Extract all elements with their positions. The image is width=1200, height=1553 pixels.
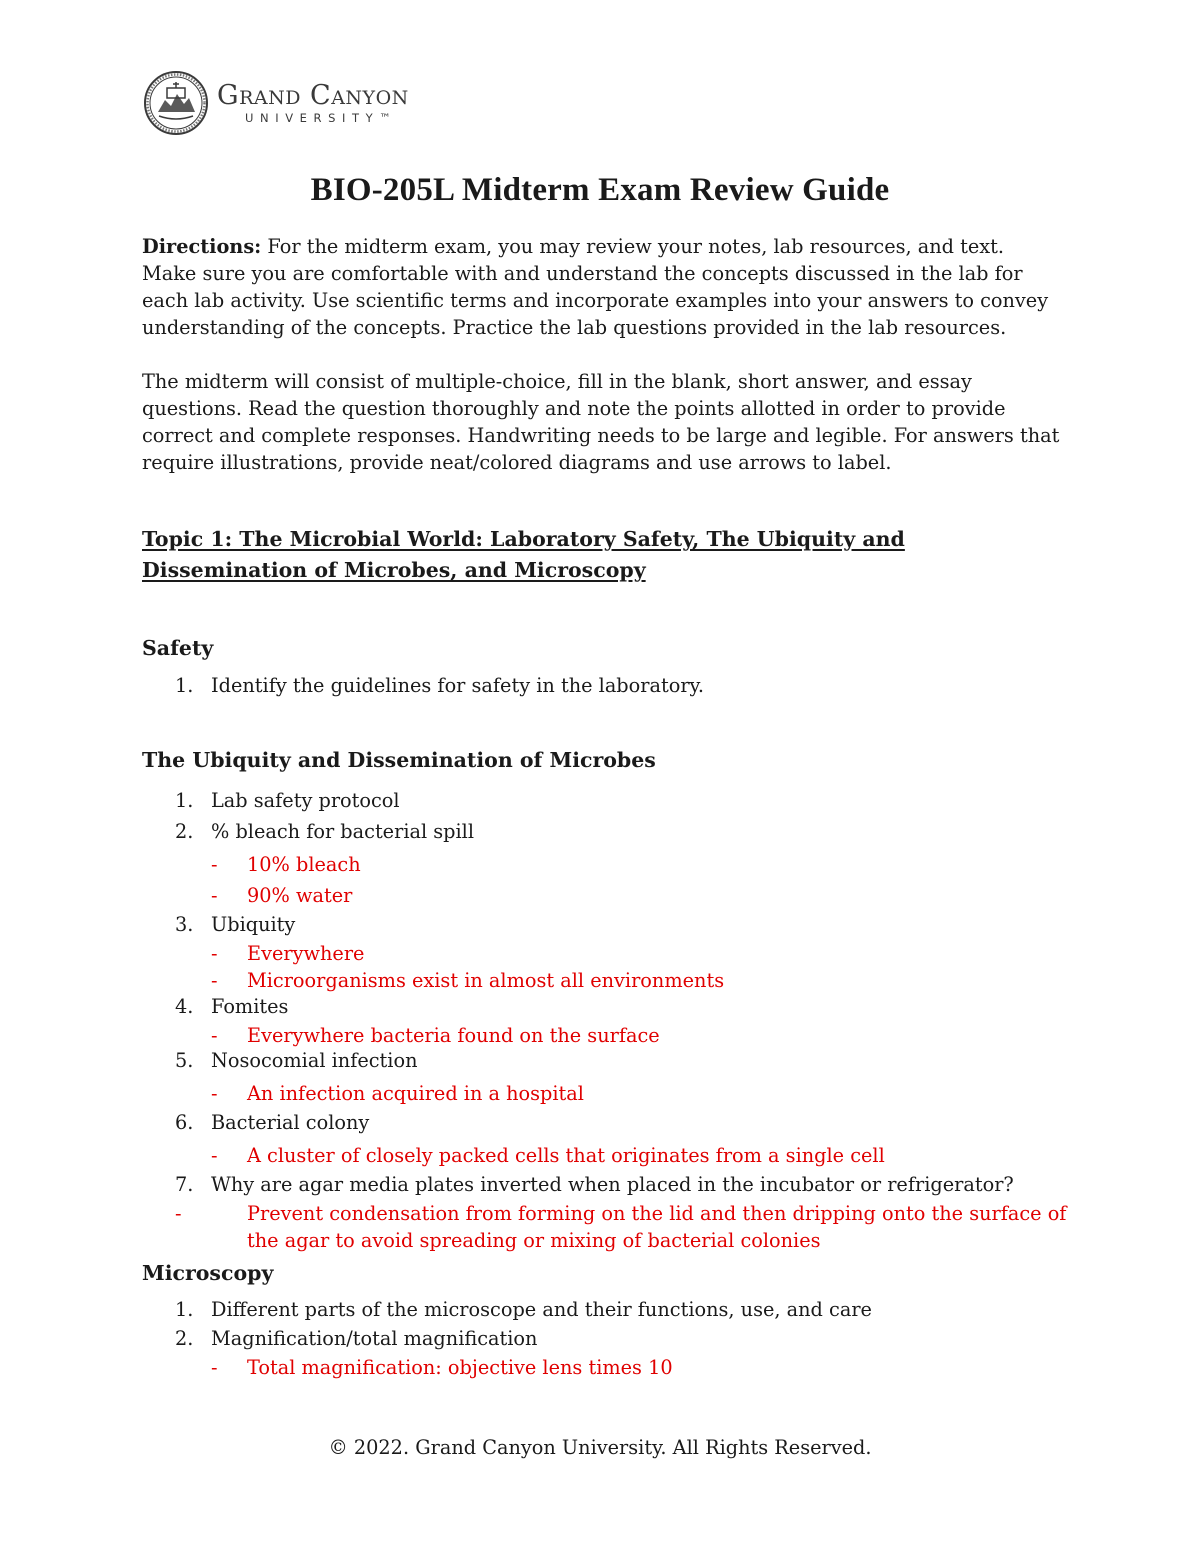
item-text: Identify the guidelines for safety in the laboratory.: [211, 674, 705, 697]
ubiquity-heading: The Ubiquity and Dissemination of Microbes: [142, 748, 656, 772]
item-number: 7.: [175, 1173, 194, 1196]
midterm-paragraph: The midterm will consist of multiple-choice, fill in the blank, short answer, and essay questions. Read the question thoroughly and note the points allotted in order to provide correct and complete responses. Handwriting needs to be large and legible. For answers that require illustrations, provide neat/colored diagrams and use arrows to label.: [142, 370, 1060, 474]
answer-text: A cluster of closely packed cells that originates from a single cell: [247, 1144, 885, 1167]
directions-text: For the midterm exam, you may review your notes, lab resources, and text. Make sure you are comfortable with and understand the concepts discussed in the lab for each lab activity. Use scientific terms and incorporate examples into your answers to convey understanding of the concepts. Practice the lab questions provided in the lab resources.: [142, 235, 1049, 339]
item-number: 2.: [175, 820, 194, 843]
microscopy-item-1: [175, 1298, 872, 1321]
answer-line: [211, 1022, 660, 1049]
ubiquity-item-4: [175, 995, 288, 1018]
ubiquity-item-5: [175, 1049, 418, 1072]
item-number: 2.: [175, 1327, 194, 1350]
item-number: 6.: [175, 1111, 194, 1134]
answer-line: [211, 1142, 885, 1169]
item-text: Lab safety protocol: [211, 789, 400, 812]
item-text: Why are agar media plates inverted when placed in the incubator or refrigerator?: [211, 1173, 1014, 1196]
answer-text: An infection acquired in a hospital: [247, 1082, 584, 1105]
item-text: Nosocomial infection: [211, 1049, 418, 1072]
item-text: Bacterial colony: [211, 1111, 370, 1134]
answer-text: 90% water: [247, 884, 353, 907]
answer-line: [211, 1354, 673, 1381]
item-text: % bleach for bacterial spill: [211, 820, 475, 843]
answer-dash: -: [211, 942, 218, 965]
item-text: Fomites: [211, 995, 289, 1018]
ubiquity-item-2: [175, 820, 474, 843]
answer-text: Prevent condensation from forming on the lid and then dripping onto the surface of the agar to avoid spreading or mixing of bacterial colonies: [247, 1202, 1067, 1252]
microscopy-heading: Microscopy: [142, 1261, 274, 1285]
answer-dash: -: [211, 1356, 218, 1379]
ubiquity-item-7: [175, 1173, 1014, 1196]
copyright-footer: © 2022. Grand Canyon University. All Rights Reserved.: [328, 1436, 872, 1459]
answer-dash: -: [175, 1202, 182, 1225]
topic-1-line-1: Topic 1: The Microbial World: Laboratory Safety, The Ubiquity and: [142, 527, 905, 551]
microscopy-item-2: [175, 1327, 537, 1350]
university-seal-icon: [143, 70, 209, 136]
item-text: Ubiquity: [211, 913, 296, 936]
logo-subtitle: UNIVERSITY™: [245, 111, 398, 125]
topic-1-line-2: Dissemination of Microbes, and Microscopy: [142, 558, 646, 582]
answer-dash: -: [211, 969, 218, 992]
topic-1-heading: [142, 524, 1042, 586]
answer-dash: -: [211, 1144, 218, 1167]
directions-paragraph: [142, 233, 1062, 341]
answer-dash: -: [211, 1082, 218, 1105]
answer-line: [211, 882, 352, 909]
answer-line: [211, 967, 724, 994]
answer-text: 10% bleach: [247, 853, 361, 876]
item-number: 1.: [175, 1298, 194, 1321]
safety-item-1: [175, 674, 704, 697]
answer-text: Microorganisms exist in almost all environments: [247, 969, 725, 992]
item-number: 4.: [175, 995, 194, 1018]
answer-text: Everywhere: [247, 942, 365, 965]
answer-line: [211, 1080, 584, 1107]
answer-dash: -: [211, 1024, 218, 1047]
answer-line: [211, 940, 364, 967]
answer-dash: -: [211, 884, 218, 907]
logo-wordmark: Grand Canyon: [217, 80, 409, 111]
ubiquity-item-6: [175, 1111, 369, 1134]
item-number: 5.: [175, 1049, 194, 1072]
answer-text: Everywhere bacteria found on the surface: [247, 1024, 660, 1047]
safety-heading: Safety: [142, 636, 214, 660]
answer-line: [175, 1200, 1067, 1254]
document-title: BIO-205L Midterm Exam Review Guide: [310, 172, 890, 208]
university-logo: [143, 70, 409, 136]
item-number: 3.: [175, 913, 194, 936]
ubiquity-item-3: [175, 913, 295, 936]
item-number: 1.: [175, 674, 194, 697]
item-text: Magnification/total magnification: [211, 1327, 538, 1350]
item-text: Different parts of the microscope and their functions, use, and care: [211, 1298, 872, 1321]
directions-label: Directions:: [142, 235, 262, 258]
answer-text: Total magnification: objective lens times 10: [247, 1356, 673, 1379]
item-number: 1.: [175, 789, 194, 812]
ubiquity-item-1: [175, 789, 400, 812]
answer-line: [211, 851, 361, 878]
answer-dash: -: [211, 853, 218, 876]
